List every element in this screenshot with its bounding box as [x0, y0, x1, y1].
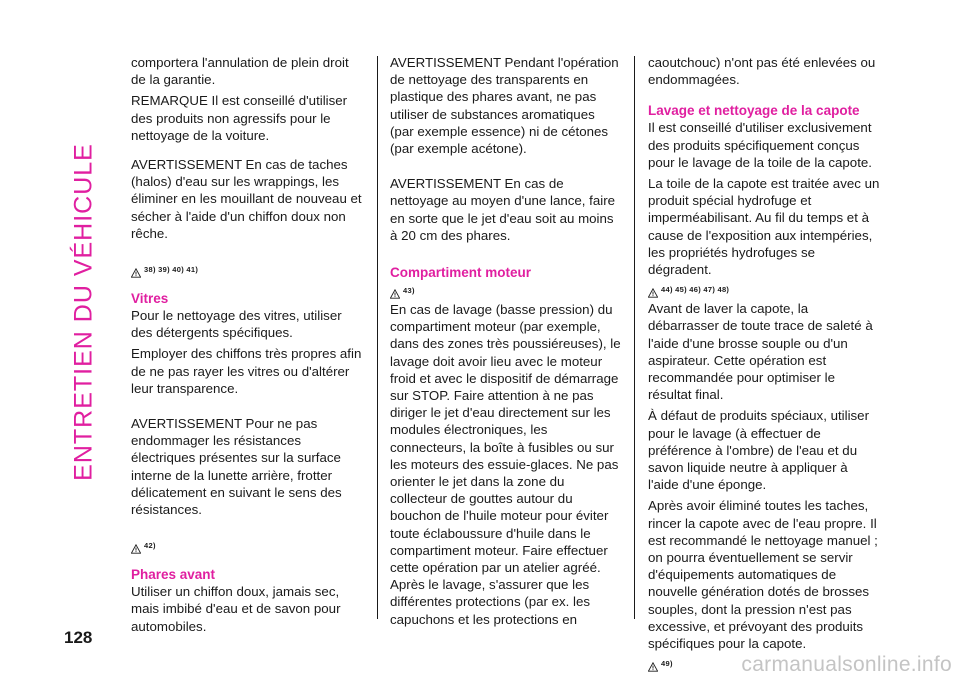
warning-triangle-icon — [648, 662, 658, 672]
warning-paragraph: AVERTISSEMENT Pour ne pas endommager les résistances électriques présentes sur la surface interne de la lunette arrière, frotter délicatement en suivant le sens des résistances. — [131, 416, 342, 518]
paragraph: Avant de laver la capote, la débarrasser de toute trace de saleté à l'aide d'une brosse souple ou d'un aspirateur. Cette opération est recommandée pour optimiser le résultat final. — [648, 301, 873, 403]
warning-triangle-icon — [131, 544, 141, 554]
text-column-2 — [390, 54, 622, 632]
warning-reference — [648, 282, 880, 298]
paragraph: Employer des chiffons très propres afin de ne pas rayer les vitres ou d'altérer leur transparence. — [131, 346, 362, 396]
paragraph: En cas de lavage (basse pression) du compartiment moteur (par exemple, dans des zones très poussiéreuses), le lavage doit avoir lieu avec le moteur froid et avec le dispositif de démarrage sur STOP. Faire attention à ne pas diriger le jet d'eau directement sur les modules électroniques, les connecteurs, la boîte à fusibles ou sur les moteurs des essuie-glaces. Ne pas orienter le jet dans la zone du collecteur de gouttes autour du bouchon de l'huile moteur pour éviter toute éclaboussure d'huile dans le compartiment moteur. Faire effectuer cette opération par un atelier agréé. Après le lavage, s'assurer que les différentes protections (par ex. les capuchons et les protections en — [390, 302, 621, 627]
remark-paragraph: REMARQUE Il est conseillé d'utiliser des produits non agressifs pour le nettoyage de la voiture. — [131, 93, 348, 143]
warning-reference-numbers: 49) — [661, 659, 673, 669]
column-divider — [377, 56, 378, 619]
heading-compartiment-moteur: Compartiment moteur — [390, 265, 532, 281]
paragraph: comportera l'annulation de plein droit de la garantie. — [131, 55, 349, 88]
paragraph: La toile de la capote est traitée avec un produit spécial hydrofuge et imperméabilisant. Au fil du temps et à cause de l'exposition aux intempéries, les propriétés hydrofuges se dégradent. — [648, 176, 880, 278]
warning-reference-numbers: 44) 45) 46) 47) 48) — [661, 285, 730, 295]
warning-reference-numbers: 38) 39) 40) 41) — [144, 264, 199, 274]
warning-triangle-icon — [131, 268, 141, 278]
warning-triangle-icon — [648, 288, 658, 298]
warning-triangle-icon — [390, 289, 400, 299]
warning-paragraph: AVERTISSEMENT En cas de nettoyage au moyen d'une lance, faire en sorte que le jet d'eau soit au moins à 20 cm des phares. — [390, 176, 616, 243]
text-column-3 — [648, 54, 880, 674]
column-divider — [634, 56, 635, 619]
heading-phares-avant: Phares avant — [131, 567, 216, 583]
paragraph: Utiliser un chiffon doux, jamais sec, mais imbibé d'eau et de savon pour automobiles. — [131, 584, 341, 634]
warning-reference — [131, 538, 363, 554]
section-side-title-text: ENTRETIEN DU VÉHICULE — [69, 143, 98, 481]
paragraph: Il est conseillé d'utiliser exclusivement des produits spécifiquement conçus pour le lavage de la toile de la capote. — [648, 120, 872, 170]
warning-paragraph: AVERTISSEMENT Pendant l'opération de nettoyage des transparents en plastique des phares avant, ne pas utiliser de substances aromatiques (par exemple essence) ni de cétones (par exemple acétone). — [390, 55, 619, 157]
warning-reference-numbers: 42) — [144, 541, 156, 551]
warning-reference — [131, 262, 363, 278]
paragraph: Pour le nettoyage des vitres, utiliser des détergents spécifiques. — [131, 308, 342, 341]
heading-vitres: Vitres — [131, 291, 169, 307]
page-number: 128 — [64, 628, 93, 647]
watermark: carmanualsonline.info — [741, 653, 952, 676]
warning-reference-numbers: 43) — [403, 285, 415, 295]
paragraph: Après avoir éliminé toutes les taches, rincer la capote avec de l'eau propre. Il est recommandé le nettoyage manuel ; on pourra éventuellement se servir d'équipements automatiques de nouvelle génération dotés de brosses souples, dont la pression n'est pas excessive, et prévoyant des produits spécifiques pour la capote. — [648, 498, 878, 652]
warning-reference — [390, 283, 622, 299]
paragraph: À défaut de produits spéciaux, utiliser pour le lavage (à effectuer de préférence à l'ombre) de l'eau et du savon liquide neutre à appliquer à l'aide d'une éponge. — [648, 408, 870, 493]
warning-paragraph: AVERTISSEMENT En cas de taches (halos) d'eau sur les wrappings, les éliminer en les mouillant de nouveau et sécher à l'aide d'un chiffon doux non rêche. — [131, 157, 362, 241]
text-column-1 — [131, 54, 363, 639]
paragraph: caoutchouc) n'ont pas été enlevées ou endommagées. — [648, 55, 876, 88]
heading-lavage-capote: Lavage et nettoyage de la capote — [648, 103, 860, 119]
